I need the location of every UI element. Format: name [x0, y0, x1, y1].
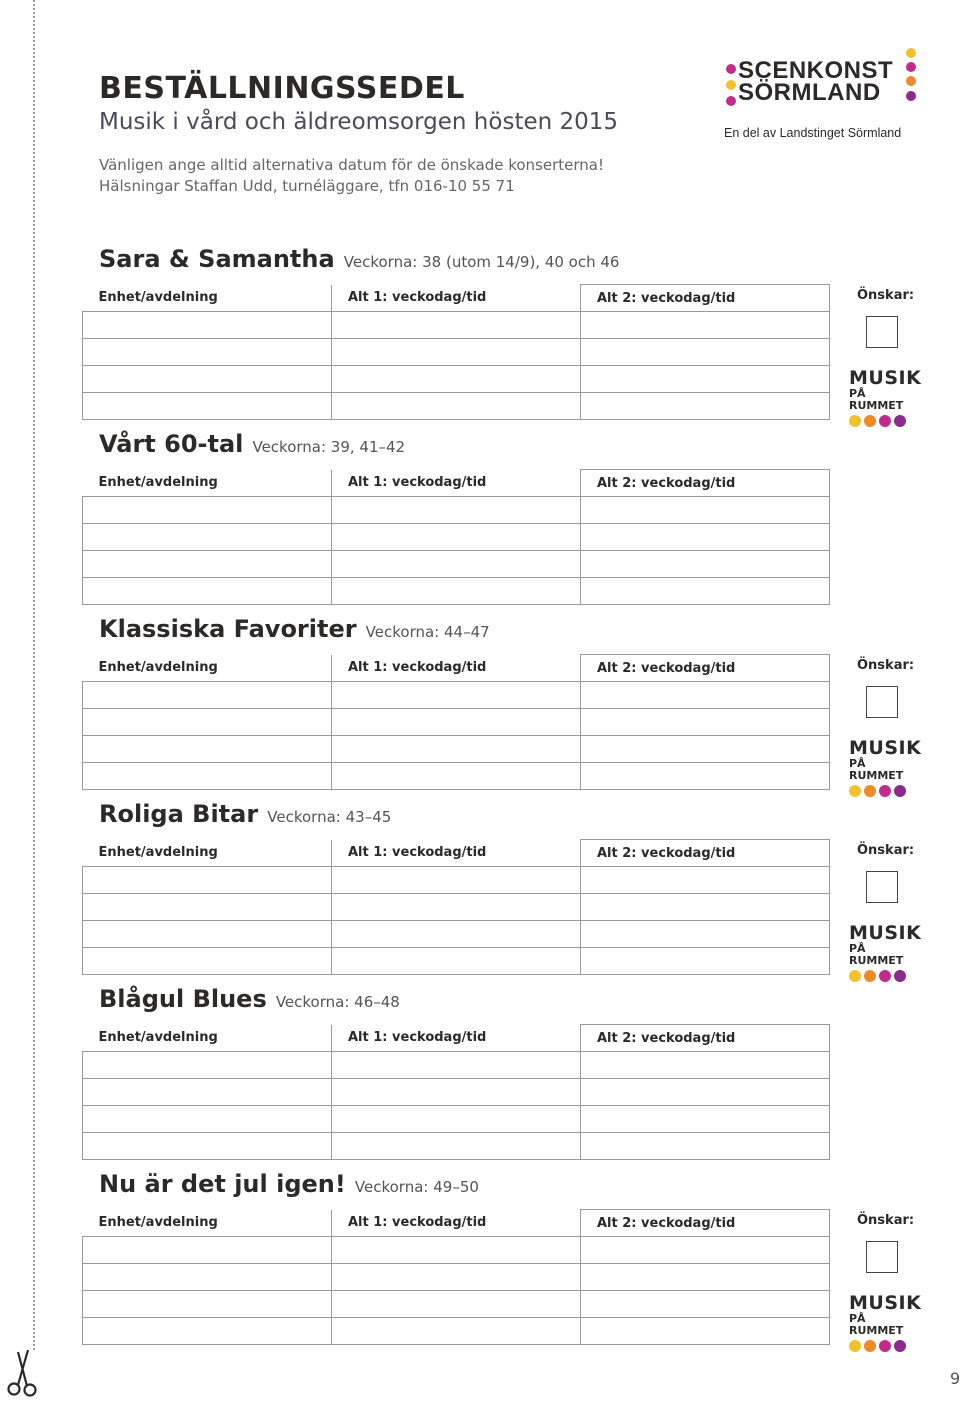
alt2-cell[interactable] [581, 366, 830, 393]
intro-text [99, 155, 604, 197]
unit-cell[interactable] [83, 1106, 332, 1133]
badge-dot [864, 1340, 876, 1352]
logo-name [738, 57, 894, 106]
section-title: Klassiska Favoriter [99, 615, 357, 643]
badge-dots [849, 785, 919, 797]
section-weeks: Veckorna: 39, 41–42 [252, 438, 406, 456]
alt1-cell[interactable] [332, 1133, 581, 1160]
badge-line-2: PÅ RUMMET [849, 942, 904, 967]
alt2-cell[interactable] [581, 1291, 830, 1318]
alt1-cell[interactable] [332, 497, 581, 524]
table-row [83, 736, 830, 763]
table-row [83, 709, 830, 736]
table-row [83, 1133, 830, 1160]
section-blagul-blues [0, 985, 960, 1160]
section-heading [99, 430, 405, 458]
column-header-alt1: Alt 1: veckodag/tid [332, 1025, 581, 1052]
onskar-label: Önskar: [857, 1213, 915, 1228]
musik-pa-rummet-badge [849, 737, 922, 797]
alt2-cell[interactable] [581, 1237, 830, 1264]
table-row [83, 1106, 830, 1133]
badge-dot [879, 970, 891, 982]
table-row [83, 1079, 830, 1106]
logo-dot [906, 48, 916, 58]
unit-cell[interactable] [83, 736, 332, 763]
section-title: Nu är det jul igen! [99, 1170, 346, 1198]
badge-line-1: MUSIK [849, 922, 922, 944]
badge-dots [849, 1340, 919, 1352]
unit-cell[interactable] [83, 894, 332, 921]
alt2-cell[interactable] [581, 393, 830, 420]
unit-cell[interactable] [83, 867, 332, 894]
unit-cell[interactable] [83, 551, 332, 578]
alt1-cell[interactable] [332, 921, 581, 948]
table-row [83, 339, 830, 366]
badge-dot [849, 785, 861, 797]
unit-cell[interactable] [83, 312, 332, 339]
table-row [83, 1237, 830, 1264]
musik-pa-rummet-badge [849, 922, 922, 982]
badge-dot [864, 415, 876, 427]
alt2-cell[interactable] [581, 339, 830, 366]
alt2-cell[interactable] [581, 1052, 830, 1079]
alt1-cell[interactable] [332, 1106, 581, 1133]
column-header-alt2: Alt 2: veckodag/tid [581, 1210, 830, 1237]
alt1-cell[interactable] [332, 948, 581, 975]
alt2-cell[interactable] [581, 709, 830, 736]
column-header-unit: Enhet/avdelning [83, 655, 332, 682]
unit-cell[interactable] [83, 578, 332, 605]
unit-cell[interactable] [83, 497, 332, 524]
badge-dot [849, 1340, 861, 1352]
section-heading [99, 1170, 479, 1198]
alt1-cell[interactable] [332, 1079, 581, 1106]
column-header-alt1: Alt 1: veckodag/tid [332, 285, 581, 312]
alt2-cell[interactable] [581, 736, 830, 763]
unit-cell[interactable] [83, 366, 332, 393]
section-heading [99, 800, 391, 828]
section-weeks: Veckorna: 49–50 [354, 1178, 479, 1196]
column-header-alt1: Alt 1: veckodag/tid [332, 1210, 581, 1237]
table-row [83, 894, 830, 921]
order-table [82, 654, 830, 790]
alt2-cell[interactable] [581, 1106, 830, 1133]
badge-dot [894, 1340, 906, 1352]
alt1-cell[interactable] [332, 682, 581, 709]
badge-dot [879, 785, 891, 797]
page-title: BESTÄLLNINGSSEDEL [99, 71, 465, 106]
logo-dot [726, 64, 736, 74]
alt1-cell[interactable] [332, 578, 581, 605]
unit-cell[interactable] [83, 1052, 332, 1079]
alt1-cell[interactable] [332, 1237, 581, 1264]
column-header-alt1: Alt 1: veckodag/tid [332, 655, 581, 682]
section-title: Blågul Blues [99, 985, 267, 1013]
page-subtitle: Musik i vård och äldreomsorgen hösten 2015 [99, 109, 619, 135]
section-nu-ar-det-jul-igen [0, 1170, 960, 1348]
section-klassiska-favoriter [0, 615, 960, 790]
section-title: Sara & Samantha [99, 245, 335, 273]
scissors-icon [6, 1346, 40, 1398]
alt1-cell[interactable] [332, 709, 581, 736]
onskar-checkbox[interactable] [866, 686, 898, 718]
logo-name-line-2: SÖRMLAND [738, 79, 881, 106]
table-row [83, 551, 830, 578]
alt1-cell[interactable] [332, 1264, 581, 1291]
table-row [83, 393, 830, 420]
order-table [82, 284, 830, 420]
alt1-cell[interactable] [332, 551, 581, 578]
alt2-cell[interactable] [581, 312, 830, 339]
column-header-unit: Enhet/avdelning [83, 840, 332, 867]
alt2-cell[interactable] [581, 682, 830, 709]
badge-dot [879, 1340, 891, 1352]
section-weeks: Veckorna: 43–45 [267, 808, 392, 826]
alt2-cell[interactable] [581, 524, 830, 551]
alt2-cell[interactable] [581, 948, 830, 975]
onskar-checkbox[interactable] [866, 1241, 898, 1273]
alt1-cell[interactable] [332, 894, 581, 921]
onskar-label: Önskar: [857, 843, 915, 858]
alt2-cell[interactable] [581, 497, 830, 524]
unit-cell[interactable] [83, 709, 332, 736]
section-heading [99, 615, 490, 643]
scenkonst-sormland-logo [720, 44, 920, 144]
badge-dot [864, 970, 876, 982]
unit-cell[interactable] [83, 1237, 332, 1264]
alt1-cell[interactable] [332, 1291, 581, 1318]
alt1-cell[interactable] [332, 1318, 581, 1345]
alt2-cell[interactable] [581, 578, 830, 605]
badge-dots [849, 415, 919, 427]
logo-name-line-1: SCENKONST [738, 57, 894, 84]
table-row [83, 1318, 830, 1345]
table-row [83, 763, 830, 790]
column-header-alt1: Alt 1: veckodag/tid [332, 840, 581, 867]
unit-cell[interactable] [83, 921, 332, 948]
unit-cell[interactable] [83, 393, 332, 420]
badge-line-2: PÅ RUMMET [849, 1312, 904, 1337]
alt1-cell[interactable] [332, 763, 581, 790]
alt1-cell[interactable] [332, 339, 581, 366]
section-weeks: Veckorna: 46–48 [275, 993, 400, 1011]
unit-cell[interactable] [83, 1264, 332, 1291]
order-table [82, 839, 830, 975]
badge-line-1: MUSIK [849, 367, 922, 389]
alt2-cell[interactable] [581, 921, 830, 948]
unit-cell[interactable] [83, 682, 332, 709]
table-row [83, 524, 830, 551]
unit-cell[interactable] [83, 948, 332, 975]
section-weeks: Veckorna: 44–47 [365, 623, 490, 641]
section-roliga-bitar [0, 800, 960, 975]
column-header-alt2: Alt 2: veckodag/tid [581, 840, 830, 867]
badge-line-2: PÅ RUMMET [849, 387, 904, 412]
alt2-cell[interactable] [581, 763, 830, 790]
unit-cell[interactable] [83, 524, 332, 551]
table-row [83, 497, 830, 524]
unit-cell[interactable] [83, 1318, 332, 1345]
alt2-cell[interactable] [581, 1264, 830, 1291]
column-header-unit: Enhet/avdelning [83, 1025, 332, 1052]
onskar-label: Önskar: [857, 288, 915, 303]
badge-dot [849, 970, 861, 982]
section-sara-samantha [0, 245, 960, 420]
column-header-unit: Enhet/avdelning [83, 470, 332, 497]
order-table [82, 469, 830, 605]
table-row [83, 921, 830, 948]
alt1-cell[interactable] [332, 736, 581, 763]
badge-dot [894, 785, 906, 797]
badge-line-2: PÅ RUMMET [849, 757, 904, 782]
page-number: 9 [950, 1369, 960, 1388]
alt1-cell[interactable] [332, 312, 581, 339]
badge-dot [849, 415, 861, 427]
order-table [82, 1209, 830, 1345]
unit-cell[interactable] [83, 763, 332, 790]
table-row [83, 867, 830, 894]
intro-line-2: Hälsningar Staffan Udd, turnéläggare, tfn 016-10 55 71 [99, 177, 515, 195]
logo-dot [906, 91, 916, 101]
badge-dot [894, 415, 906, 427]
alt1-cell[interactable] [332, 524, 581, 551]
section-heading [99, 985, 400, 1013]
alt1-cell[interactable] [332, 1052, 581, 1079]
musik-pa-rummet-badge [849, 1292, 922, 1352]
badge-dots [849, 970, 919, 982]
alt2-cell[interactable] [581, 1079, 830, 1106]
alt2-cell[interactable] [581, 551, 830, 578]
alt2-cell[interactable] [581, 894, 830, 921]
column-header-alt2: Alt 2: veckodag/tid [581, 1025, 830, 1052]
logo-dot [726, 80, 736, 90]
alt2-cell[interactable] [581, 1318, 830, 1345]
table-row [83, 366, 830, 393]
alt1-cell[interactable] [332, 393, 581, 420]
onskar-label: Önskar: [857, 658, 915, 673]
table-row [83, 312, 830, 339]
logo-tagline: En del av Landstinget Sörmland [724, 126, 902, 140]
table-row [83, 1264, 830, 1291]
alt2-cell[interactable] [581, 867, 830, 894]
order-table [82, 1024, 830, 1160]
badge-line-1: MUSIK [849, 1292, 922, 1314]
section-weeks: Veckorna: 38 (utom 14/9), 40 och 46 [343, 253, 620, 271]
table-row [83, 682, 830, 709]
section-heading [99, 245, 619, 273]
unit-cell[interactable] [83, 1079, 332, 1106]
unit-cell[interactable] [83, 1133, 332, 1160]
onskar-checkbox[interactable] [866, 316, 898, 348]
section-vart-60-tal [0, 430, 960, 605]
badge-dot [864, 785, 876, 797]
badge-line-1: MUSIK [849, 737, 922, 759]
unit-cell[interactable] [83, 1291, 332, 1318]
alt1-cell[interactable] [332, 366, 581, 393]
column-header-unit: Enhet/avdelning [83, 285, 332, 312]
intro-line-1: Vänligen ange alltid alternativa datum för de önskade konserterna! [99, 156, 604, 174]
section-title: Roliga Bitar [99, 800, 259, 828]
column-header-alt2: Alt 2: veckodag/tid [581, 470, 830, 497]
alt2-cell[interactable] [581, 1133, 830, 1160]
table-row [83, 1052, 830, 1079]
badge-dot [879, 415, 891, 427]
column-header-unit: Enhet/avdelning [83, 1210, 332, 1237]
musik-pa-rummet-badge [849, 367, 922, 427]
section-title: Vårt 60-tal [99, 430, 244, 458]
table-row [83, 1291, 830, 1318]
column-header-alt2: Alt 2: veckodag/tid [581, 655, 830, 682]
unit-cell[interactable] [83, 339, 332, 366]
onskar-checkbox[interactable] [866, 871, 898, 903]
logo-dot [906, 62, 916, 72]
table-row [83, 948, 830, 975]
logo-dot [726, 96, 736, 106]
badge-dot [894, 970, 906, 982]
table-row [83, 578, 830, 605]
column-header-alt1: Alt 1: veckodag/tid [332, 470, 581, 497]
logo-dot [906, 76, 916, 86]
alt1-cell[interactable] [332, 867, 581, 894]
column-header-alt2: Alt 2: veckodag/tid [581, 285, 830, 312]
